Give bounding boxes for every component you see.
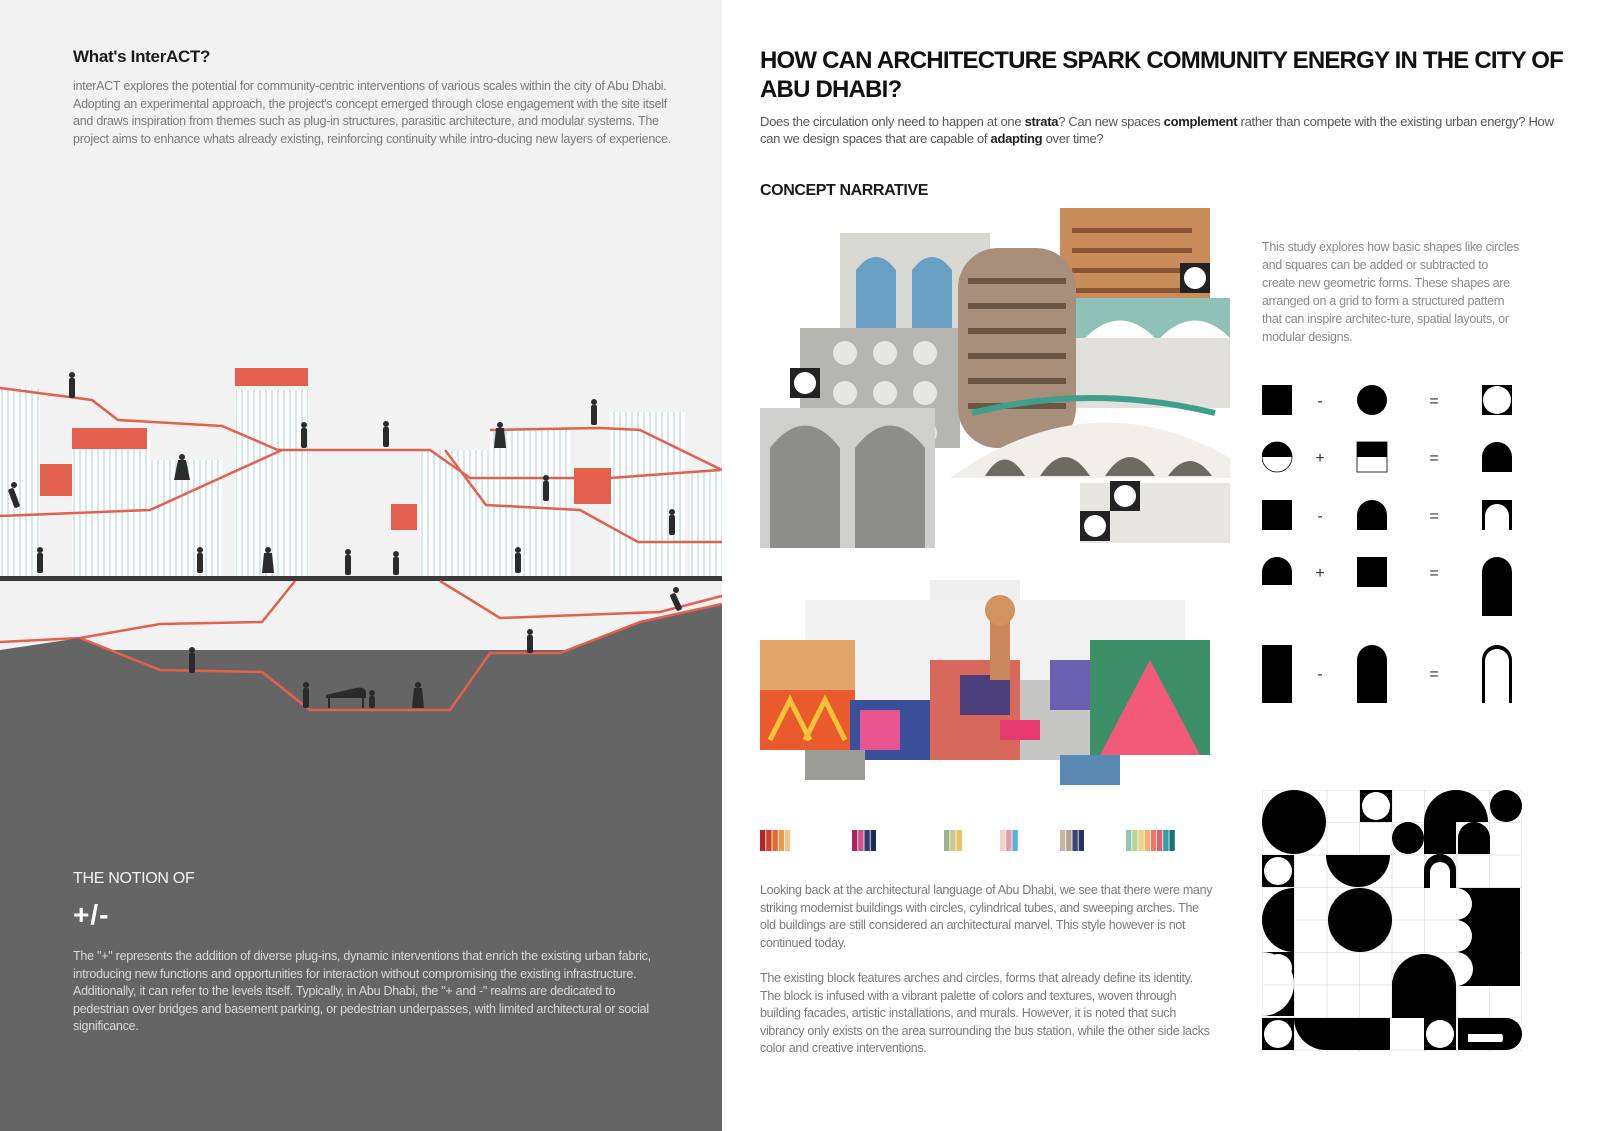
half-square-shape — [1357, 442, 1387, 457]
palette-swatch — [1079, 830, 1084, 851]
shape-equations — [1262, 385, 1532, 715]
circle-shape — [1357, 385, 1387, 415]
result-shape — [1482, 500, 1512, 530]
intro-body: interACT explores the potential for community-centric interventions of various scales within the city of Abu Dhabi. Adopting an experimental approach, the project's concept emerged through close engagement with the site itself and draws inspiration from themes such as plug-in structures, parasitic architecture, and modular systems. The project aims to enhance whats already existing, reinforcing continuity while intro-ducing new layers of experience. — [73, 79, 671, 146]
dome-shape — [1357, 500, 1387, 530]
square-shape — [1357, 557, 1387, 587]
look-back-text: Looking back at the architectural language of Abu Dhabi, we see that there were many striking modernist buildings with circles, cylindrical tubes, and sweeping arches. The old buildings are still considered an architectural marvel. This style however is not continued today. — [760, 883, 1213, 950]
palette-swatch — [779, 830, 784, 851]
palette-swatch — [1012, 830, 1017, 851]
palette-swatch — [1138, 830, 1143, 851]
square-shape — [1262, 385, 1292, 415]
notion-symbol: +/- — [73, 899, 110, 930]
person-silhouette — [543, 475, 549, 501]
palette-swatch — [864, 830, 869, 851]
ground-slab — [0, 576, 722, 581]
person-silhouette — [383, 421, 389, 447]
plugin-box — [235, 368, 308, 386]
circulation-line — [0, 581, 295, 642]
equals-label: = — [1429, 565, 1439, 582]
palette-swatch — [760, 830, 765, 851]
person-silhouette — [494, 422, 506, 448]
person-silhouette — [189, 647, 195, 673]
palette-swatch — [1157, 830, 1162, 851]
palette-group — [760, 830, 790, 851]
building-volume — [236, 390, 308, 578]
palette-row — [760, 830, 1230, 852]
existing-block-text: The existing block features arches and circles, forms that already define its identity. The block is infused with a vibrant palette of colors and textures, woven through building facades, artistic installations, and murals. However, it is noted that such vibrancy only exists on the area surrounding the bus station, while the other side lacks color and creative interventions. — [760, 971, 1210, 1055]
operator-label: - — [1317, 508, 1323, 525]
question-emphasis: adapting — [990, 131, 1043, 146]
palette-swatch — [772, 830, 777, 851]
palette-swatch — [1000, 830, 1005, 851]
equals-label: = — [1429, 393, 1439, 410]
palette-swatch — [871, 830, 876, 851]
architecture-collage — [760, 208, 1230, 558]
left-panel — [0, 0, 722, 1131]
right-panel — [722, 0, 1600, 1131]
palette-swatch — [1145, 830, 1150, 851]
palette-swatch — [950, 830, 955, 851]
notion-kicker: THE NOTION OF — [73, 870, 195, 887]
building-volume — [690, 472, 722, 578]
main-question — [760, 113, 1560, 147]
building-volume — [420, 450, 490, 578]
result-shape — [1482, 557, 1512, 616]
palette-swatch — [1132, 830, 1137, 851]
person-silhouette — [515, 547, 521, 573]
palette-group — [1000, 830, 1018, 851]
operator-label: + — [1315, 565, 1325, 582]
vibrant-collage — [760, 580, 1230, 790]
person-silhouette — [345, 549, 351, 575]
palette-swatch — [1151, 830, 1156, 851]
equals-label: = — [1429, 508, 1439, 525]
question-emphasis: strata — [1024, 114, 1059, 129]
palette-group — [852, 830, 876, 851]
plugin-box — [40, 464, 72, 496]
person-silhouette — [412, 682, 424, 708]
palette-swatch — [1163, 830, 1168, 851]
person-silhouette — [301, 422, 307, 448]
building-volume — [490, 430, 570, 578]
person-silhouette — [591, 399, 597, 425]
person-silhouette — [37, 547, 43, 573]
person-silhouette — [303, 682, 309, 708]
person-silhouette — [393, 551, 399, 575]
palette-swatch — [1006, 830, 1011, 851]
question-text: Does the circulation only need to happen at one — [760, 114, 1025, 129]
building-volume — [0, 388, 40, 578]
operator-label: - — [1317, 393, 1323, 410]
person-silhouette — [69, 372, 75, 398]
palette-swatch — [1072, 830, 1077, 851]
palette-swatch — [944, 830, 949, 851]
person-silhouette — [527, 629, 533, 653]
notion-body: The "+" represents the addition of diverse plug-ins, dynamic interventions that enrich the existing urban fabric, introducing new functions and opportunities for interaction without compromising the existing infrastructure. Additionally, it can refer to the levels itself. Typically, in Abu Dhabi, the "+ and -" realms are dedicated to pedestrian over bridges and basement parking, or pedestrian underpasses, with limited architectural or social significance. — [73, 949, 651, 1033]
square-shape — [1262, 500, 1292, 530]
building-volume — [72, 440, 150, 578]
person-silhouette — [197, 547, 203, 573]
result-shape — [1482, 645, 1512, 703]
question-text: ? Can new spaces — [1058, 114, 1164, 129]
concept-heading: CONCEPT NARRATIVE — [760, 182, 929, 199]
palette-swatch — [1169, 830, 1174, 851]
palette-swatch — [858, 830, 863, 851]
study-text: This study explores how basic shapes like circles and squares can be added or subtracted to create new geometric forms. These shapes are arranged on a grid to form a structured pattern that can inspire architec-ture, spatial layouts, or modular designs. — [1262, 240, 1519, 344]
person-silhouette — [669, 509, 675, 535]
palette-group — [944, 830, 962, 851]
palette-group — [1060, 830, 1084, 851]
palette-group — [1126, 830, 1175, 851]
palette-swatch — [852, 830, 857, 851]
pattern-grid — [1262, 790, 1522, 1052]
palette-swatch — [1066, 830, 1071, 851]
plugin-box — [574, 468, 611, 504]
intro-title: What's InterACT? — [73, 47, 211, 66]
piano-icon — [326, 688, 375, 708]
plugin-box — [391, 504, 417, 530]
palette-swatch — [1060, 830, 1065, 851]
result-shape — [1482, 385, 1512, 415]
result-shape — [1482, 442, 1512, 472]
main-title: HOW CAN ARCHITECTURE SPARK COMMUNITY ENERGY IN THE CITY OF ABU DHABI? — [760, 47, 1563, 103]
palette-swatch — [766, 830, 771, 851]
palette-swatch — [785, 830, 790, 851]
tall-rect-shape — [1262, 645, 1292, 703]
section-drawing — [0, 360, 722, 730]
tall-arch-shape — [1357, 645, 1387, 703]
operator-label: + — [1315, 450, 1325, 467]
building-volume — [610, 412, 685, 578]
palette-swatch — [1126, 830, 1131, 851]
question-emphasis: complement — [1163, 114, 1238, 129]
equals-label: = — [1429, 666, 1439, 683]
dome-shape — [1262, 557, 1292, 585]
palette-swatch — [956, 830, 961, 851]
half-circle-shape — [1262, 442, 1292, 457]
question-text: rather than compete with the existing urban energy? How can we design spaces that are capable of — [760, 114, 1554, 146]
question-text: over time? — [1042, 131, 1104, 146]
equals-label: = — [1429, 450, 1439, 467]
operator-label: - — [1317, 666, 1323, 683]
plugin-box — [72, 428, 147, 449]
